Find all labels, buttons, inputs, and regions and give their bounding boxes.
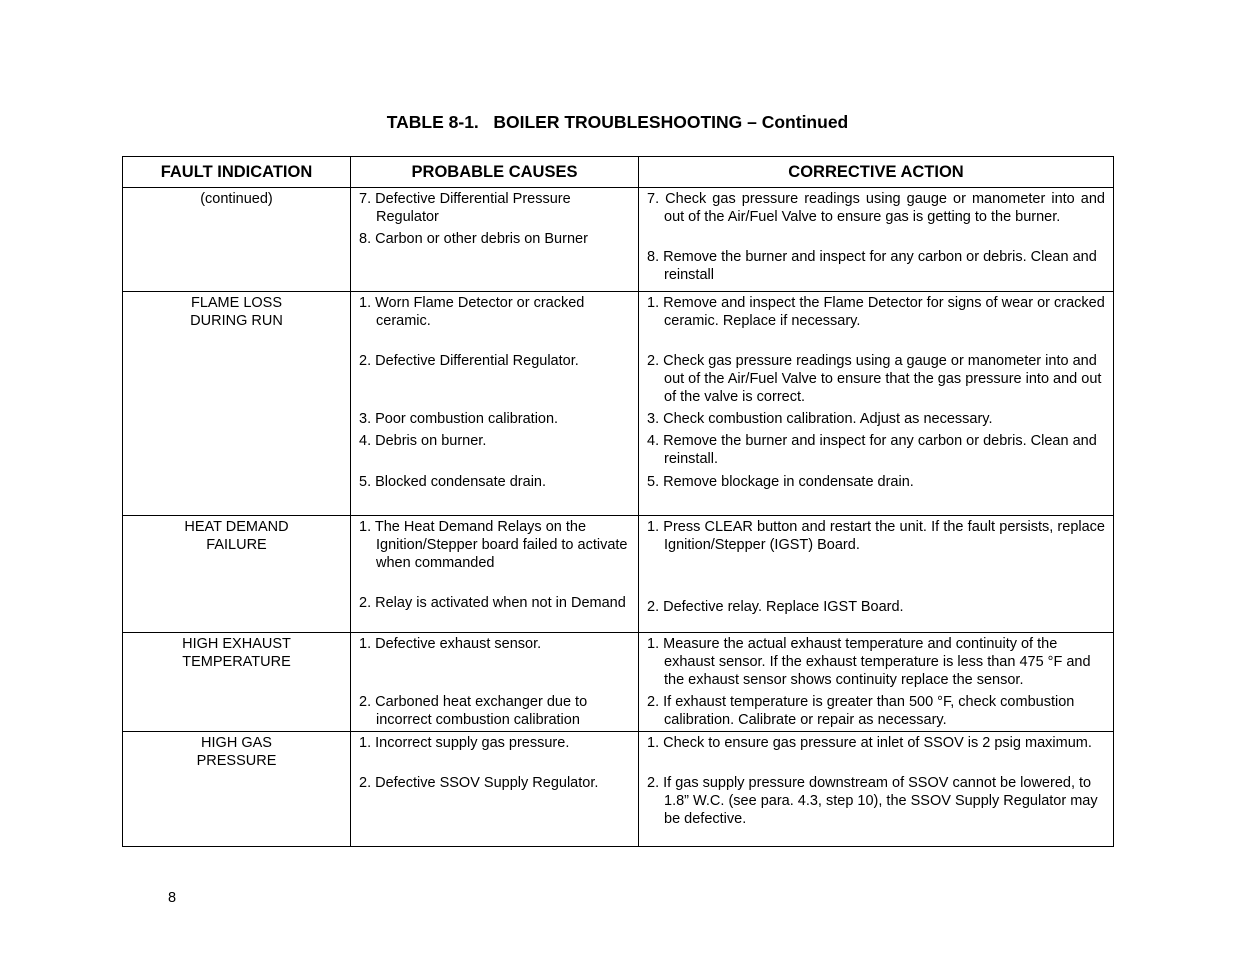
- table-row: [123, 633, 1114, 732]
- table-row: [123, 292, 1114, 516]
- actions-cell: [639, 732, 1114, 847]
- action-item: 1. Check to ensure gas pressure at inlet of SSOV is 2 psig maximum.: [647, 735, 1092, 751]
- fault-label: FLAME LOSS: [190, 295, 283, 311]
- fault-label: HEAT DEMAND: [184, 519, 289, 535]
- fault-label: (continued): [200, 191, 273, 207]
- cause-item: 2. Defective Differential Regulator.: [359, 353, 579, 369]
- fault-cell: [123, 633, 351, 732]
- cause-item: 8. Carbon or other debris on Burner: [359, 231, 588, 247]
- action-item: 3. Check combustion calibration. Adjust as necessary.: [647, 411, 993, 427]
- causes-cell: [351, 633, 639, 732]
- action-item: 5. Remove blockage in condensate drain.: [647, 474, 914, 490]
- fault-cell: [123, 188, 351, 292]
- fault-cell: [123, 732, 351, 847]
- cause-item: 3. Poor combustion calibration.: [359, 411, 559, 427]
- action-item: 4. Remove the burner and inspect for any carbon or debris. Clean and reinstall.: [647, 433, 1097, 467]
- cause-item: 4. Debris on burner.: [359, 433, 487, 449]
- cause-item: 1. The Heat Demand Relays on the Ignition/Stepper board failed to activate when commanded: [359, 519, 628, 571]
- action-item: 2. If gas supply pressure downstream of SSOV cannot be lowered, to 1.8” W.C. (see para. 4.3, step 10), the SSOV Supply Regulator may be defective.: [647, 775, 1098, 827]
- troubleshooting-table: [122, 156, 1114, 847]
- cause-item: 2. Defective SSOV Supply Regulator.: [359, 775, 599, 791]
- fault-label: TEMPERATURE: [182, 654, 291, 670]
- header-fault-indication: FAULT INDICATION: [123, 157, 351, 188]
- action-item: 2. Check gas pressure readings using a gauge or manometer into and out of the Air/Fuel Valve to ensure that the gas pressure into and out of the valve is correct.: [647, 353, 1102, 405]
- action-item: 7. Check gas pressure readings using gauge or manometer into and out of the Air/Fuel Valve to ensure gas is getting to the burner.: [647, 191, 1105, 225]
- page-number: 8: [168, 890, 177, 906]
- table-header-row: [123, 157, 1114, 188]
- fault-label: FAILURE: [206, 537, 267, 553]
- actions-cell: [639, 516, 1114, 633]
- action-item: 2. Defective relay. Replace IGST Board.: [647, 599, 904, 615]
- cause-item: 7. Defective Differential Pressure Regulator: [359, 191, 571, 225]
- causes-cell: [351, 188, 639, 292]
- actions-cell: [639, 188, 1114, 292]
- cause-item: 2. Carboned heat exchanger due to incorrect combustion calibration: [359, 694, 588, 728]
- action-item: 8. Remove the burner and inspect for any carbon or debris. Clean and reinstall: [647, 249, 1097, 283]
- table-row: [123, 732, 1114, 847]
- fault-label: HIGH GAS: [201, 735, 272, 751]
- fault-cell: [123, 292, 351, 516]
- cause-item: 1. Incorrect supply gas pressure.: [359, 735, 570, 751]
- cause-item: 2. Relay is activated when not in Demand: [359, 595, 626, 611]
- cause-item: 1. Defective exhaust sensor.: [359, 636, 542, 652]
- fault-label: DURING RUN: [190, 313, 283, 329]
- causes-cell: [351, 516, 639, 633]
- causes-cell: [351, 732, 639, 847]
- actions-cell: [639, 292, 1114, 516]
- header-probable-causes: PROBABLE CAUSES: [351, 157, 639, 188]
- table-row: [123, 516, 1114, 633]
- action-item: 2. If exhaust temperature is greater than 500 °F, check combustion calibration. Calibrate or repair as necessary.: [647, 694, 1075, 728]
- fault-label: PRESSURE: [196, 753, 277, 769]
- table-row: [123, 188, 1114, 292]
- cause-item: 5. Blocked condensate drain.: [359, 474, 547, 490]
- fault-label: HIGH EXHAUST: [182, 636, 291, 652]
- action-item: 1. Remove and inspect the Flame Detector for signs of wear or cracked ceramic. Replace if necessary.: [647, 295, 1105, 329]
- header-corrective-action: CORRECTIVE ACTION: [639, 157, 1114, 188]
- table-title: TABLE 8-1. BOILER TROUBLESHOOTING – Continued: [386, 112, 849, 132]
- fault-cell: [123, 516, 351, 633]
- causes-cell: [351, 292, 639, 516]
- action-item: 1. Measure the actual exhaust temperature and continuity of the exhaust sensor. If the exhaust temperature is less than 475 °F and the exhaust sensor shows continuity replace the sensor.: [647, 636, 1091, 688]
- actions-cell: [639, 633, 1114, 732]
- cause-item: 1. Worn Flame Detector or cracked ceramic.: [359, 295, 585, 329]
- action-item: 1. Press CLEAR button and restart the unit. If the fault persists, replace Ignition/Stepper (IGST) Board.: [647, 519, 1105, 553]
